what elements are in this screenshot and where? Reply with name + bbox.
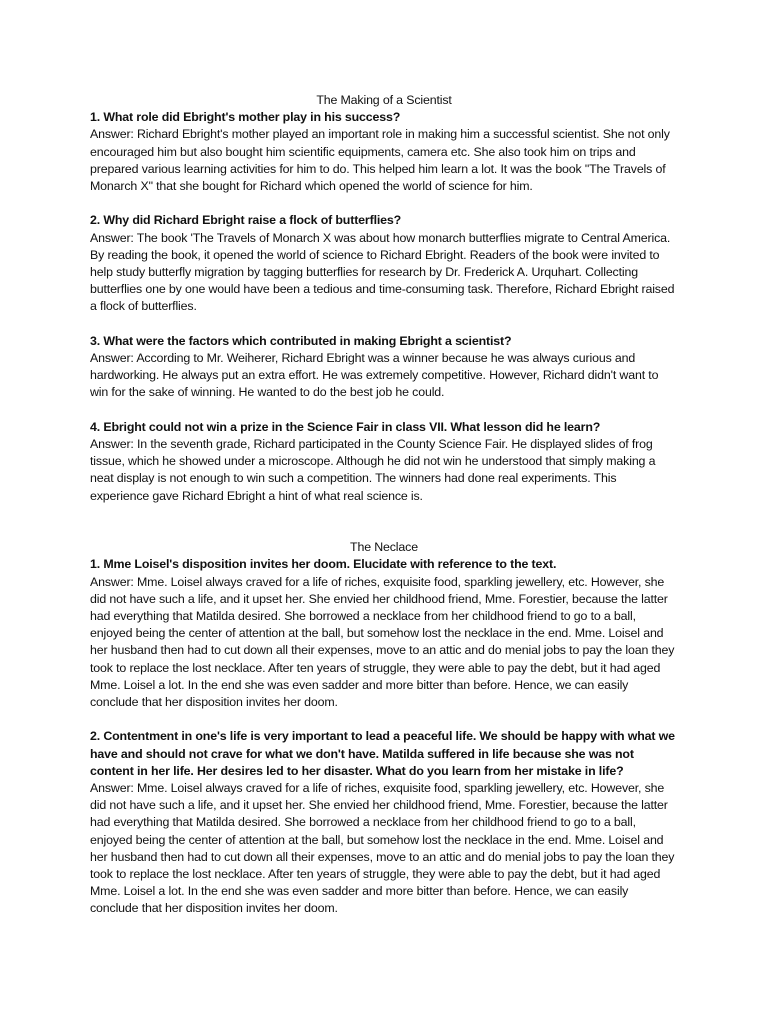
question-text: 4. Ebright could not win a prize in the Science Fair in class VII. What lesson did he learn? <box>90 419 601 434</box>
answer-text: Answer: Mme. Loisel always craved for a life of riches, exquisite food, sparkling jewellery, etc. However, she did not have such a life, and it upset her. She envied her childhood friend, Mme. Forestier, because the latter had everything that Matilda desired. She borrowed a necklace from her childhood friend to go to a ball, enjoyed being the center of attention at the ball, but somehow lost the necklace in the end. Mme. Loisel and her husband then had to cut down all their expenses, move to an attic and do menial jobs to pay the loan they took to replace the lost necklace. After ten years of struggle, they were able to pay the debt, but it had aged Mme. Loisel a lot. In the end she was even sadder and more bitter than before. Hence, we can easily conclude that her disposition invites her doom. <box>90 574 675 710</box>
section-spacer <box>90 522 678 539</box>
section-title: The Neclace <box>350 540 418 555</box>
answer-text: Answer: Richard Ebright's mother played an important role in making him a successful scientist. She not only encouraged him but also bought him scientific equipments, camera etc. She also took him on trips and prepared various learning activities for him to do. This helped him learn a lot. It was the book "The Travels of Monarch X" that she bought for Richard which opened the world of science for him. <box>90 127 670 194</box>
qa-item <box>90 212 678 315</box>
answer-text: Answer: According to Mr. Weiherer, Richard Ebright was a winner because he was always curious and hardworking. He always put an extra effort. He was extremely competitive. However, Richard didn't want to win for the sake of winning. He wanted to do the best job he could. <box>90 351 659 400</box>
answer-text: Answer: The book 'The Travels of Monarch X was about how monarch butterflies migrate to Central America. By reading the book, it opened the world of science to Richard Ebright. Readers of the book were invited to help study butterfly migration by tagging butterflies for research by Dr. Frederick A. Urquhart. Collecting butterflies one by one would have been a tedious and time-consuming task. Therefore, Richard Ebright raised a flock of butterflies. <box>90 230 675 314</box>
qa-item <box>90 333 678 402</box>
answer-text: Answer: In the seventh grade, Richard participated in the County Science Fair. He displayed slides of frog tissue, which he showed under a microscope. Although he did not win he understood that simply making a neat display is not enough to win such a competition. The winners had done real experiments. This experience gave Richard Ebright a hint of what real science is. <box>90 437 656 503</box>
answer-text: Answer: Mme. Loisel always craved for a life of riches, exquisite food, sparkling jewellery, etc. However, she did not have such a life, and it upset her. She envied her childhood friend, Mme. Forestier, because the latter had everything that Matilda desired. She borrowed a necklace from her childhood friend to go to a ball, enjoyed being the center of attention at the ball, but somehow lost the necklace in the end. Mme. Loisel and her husband then had to cut down all their expenses, move to an attic and do menial jobs to pay the loan they took to replace the lost necklace. After ten years of struggle, they were able to pay the debt, but it had aged Mme. Loisel a lot. In the end she was even sadder and more bitter than before. Hence, we can easily conclude that her disposition invites her doom. <box>90 781 675 916</box>
question-text: 3. What were the factors which contributed in making Ebright a scientist? <box>90 333 512 348</box>
question-text: 2. Contentment in one's life is very important to lead a peaceful life. We should be happy with what we have and should not crave for what we don't have. Matilda suffered in life because she was not content in her life. Her desires led to her disaster. What do you learn from her mistake in life? <box>90 729 675 778</box>
question-text: 1. What role did Ebright's mother play in his success? <box>90 110 401 125</box>
qa-item <box>90 728 678 917</box>
qa-item <box>90 419 678 505</box>
section-making-of-a-scientist <box>90 92 678 505</box>
question-text: 1. Mme Loisel's disposition invites her doom. Elucidate with reference to the text. <box>90 557 557 572</box>
document-page <box>90 92 678 935</box>
section-title: The Making of a Scientist <box>316 93 452 107</box>
section-the-necklace <box>90 539 678 917</box>
qa-item <box>90 109 678 195</box>
question-text: 2. Why did Richard Ebright raise a flock of butterflies? <box>90 213 402 228</box>
qa-item <box>90 556 678 711</box>
